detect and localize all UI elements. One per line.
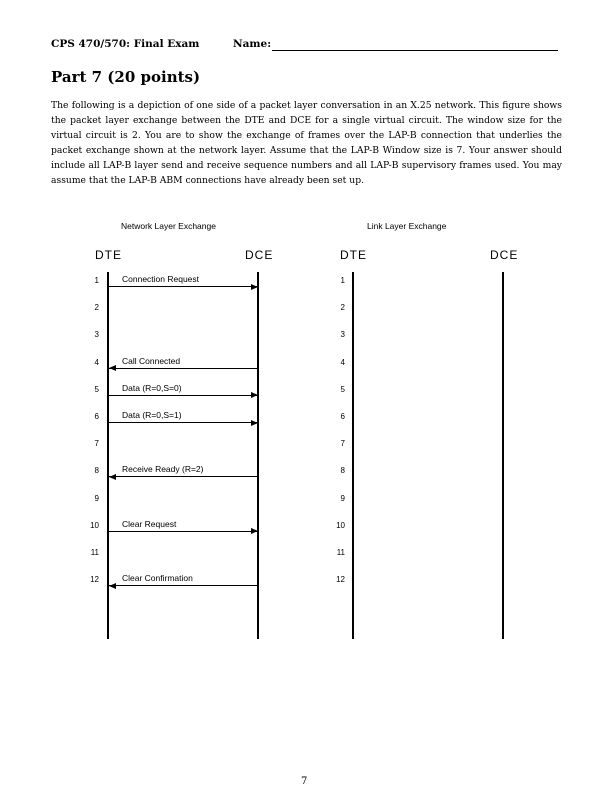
link-row-number: 2 [340,303,345,313]
message-label: Call Connected [122,355,181,366]
network-row-number: 5 [94,384,99,394]
network-row-number: 7 [94,439,99,449]
message-arrow [108,395,258,396]
link-row-number: 5 [340,384,345,394]
arrowhead-left-icon [109,474,116,480]
page-number: 7 [301,776,308,787]
link-dte-lifeline [352,272,354,639]
link-row-number: 12 [336,575,345,585]
network-layer-title: Network Layer Exchange [121,221,216,231]
arrowhead-right-icon [251,528,258,534]
message-arrow [108,476,258,477]
message-label: Clear Request [122,518,177,529]
message-label: Data (R=0,S=1) [122,410,182,420]
network-row-number: 9 [94,493,99,503]
link-row-number: 4 [340,357,345,367]
link-dce-label: DCE [490,248,519,262]
link-dte-label: DTE [340,248,367,262]
link-row-number: 9 [340,493,345,503]
arrowhead-right-icon [251,392,258,398]
message-label: Clear Confirmation [122,573,193,584]
message-label: Connection Request [122,274,200,284]
link-row-number: 8 [340,466,345,476]
link-row-number: 3 [340,330,345,340]
arrowhead-left-icon [109,583,116,589]
network-row-number: 11 [90,548,99,557]
network-dte-label: DTE [95,248,122,262]
message-arrow [108,368,258,369]
message-arrow [108,585,258,586]
intro-paragraph: The following is a depiction of one side of a packet layer conversation in an X.25 network. This figure shows the packet layer exchange between the DTE and DCE for a single virtual circuit. The window size for the virtual circuit is 2. You are to show the exchange of frames over the LAP-B connection that underlies the packet exchange shown at the network layer. Assume that the LAP-B Window size is 7. Your answer should include all LAP-B layer send and receive sequence numbers and all LAP-B supervisory frames used. You may assume that the LAP-B ABM connections have already been set up. [51,100,562,186]
network-row-number: 10 [90,520,99,530]
network-row-number: 4 [94,357,99,367]
part-title: Part 7 (20 points) [51,68,201,86]
message-label: Receive Ready (R=2) [122,464,204,475]
network-row-number: 3 [94,330,99,340]
network-dce-lifeline [257,272,259,639]
arrowhead-right-icon [251,284,258,290]
message-label: Data (R=0,S=0) [122,382,182,393]
network-row-number: 8 [94,466,99,476]
message-arrow [108,422,258,423]
link-layer-title: Link Layer Exchange [367,221,447,231]
link-row-number: 10 [336,520,345,530]
link-row-number: 7 [340,439,345,449]
network-row-number: 2 [94,303,99,313]
arrowhead-right-icon [251,420,258,426]
message-arrow [108,286,258,287]
link-row-number: 6 [340,412,345,421]
network-row-number: 1 [94,276,99,285]
name-field-line[interactable] [272,50,558,51]
name-label: Name: [233,38,272,50]
course-title: CPS 470/570: Final Exam [51,38,200,50]
message-arrow [108,531,258,532]
network-dce-label: DCE [245,248,274,262]
arrowhead-left-icon [109,365,116,371]
link-dce-lifeline [502,272,504,639]
link-row-number: 1 [340,276,345,285]
link-row-number: 11 [336,548,345,557]
network-row-number: 6 [94,412,99,421]
network-row-number: 12 [90,575,99,585]
